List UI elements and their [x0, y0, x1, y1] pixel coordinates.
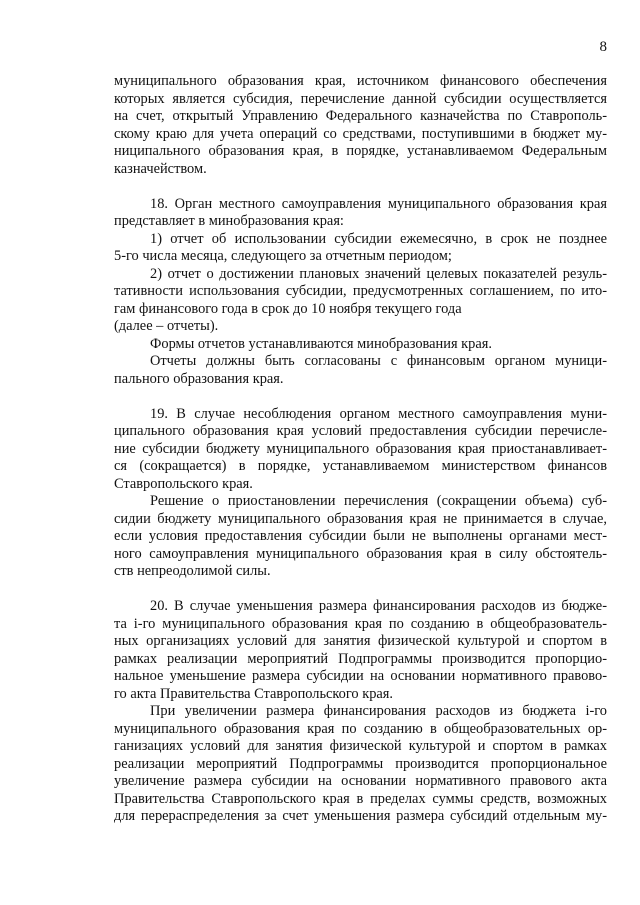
text-line: представляет в минобразования края:	[114, 213, 344, 229]
text-line: го акта Правительства Ставропольского края.	[114, 685, 393, 702]
text-line: ганизациях условий для занятия физической культурой и спортом в рамках	[114, 738, 607, 754]
text-line: Ставропольского края.	[114, 475, 253, 492]
text-line: муниципального образования края, источником финансового обеспечения	[114, 73, 607, 89]
paragraph-intro	[114, 73, 607, 178]
text-line: Формы отчетов устанавливаются минобразования края.	[150, 335, 492, 352]
text-line: муниципального образования края по созданию в общеобразовательных ор-	[114, 720, 607, 737]
text-line: пального образования края.	[114, 370, 284, 387]
text-line: нальное уменьшение размера субсидии на основании нормативного правово-	[114, 668, 607, 684]
document-body	[114, 73, 607, 826]
text-line: гам финансового года в срок до 10 ноября текущего года	[114, 300, 462, 317]
section-19-heading-line: 19. В случае несоблюдения органом местного самоуправления муни-	[150, 405, 607, 422]
text-line: При увеличении размера финансирования расходов из бюджета i-го	[150, 703, 607, 719]
text-line: для перераспределения за счет уменьшения размера субсидий отдельным му-	[114, 808, 607, 824]
text-line: если условия предоставления субсидии были не выполнены органами мест-	[114, 528, 607, 544]
text-line: на счет, открытый Управлению Федерального казначейства по Ставрополь-	[114, 108, 607, 124]
page-number: 8	[599, 39, 607, 55]
text-line: тативности использования субсидии, предусмотренных соглашением, по ито-	[114, 283, 607, 299]
text-line: ных организациях условий для занятия физической культурой и спортом в	[114, 633, 607, 649]
text-line: рамках реализации мероприятий Подпрограммы производится пропорцио-	[114, 650, 607, 667]
text-line: сидии бюджету муниципального образования края не принимается в случае,	[114, 510, 607, 527]
text-line: ного самоуправления муниципального образования края в силу обстоятель-	[114, 545, 607, 562]
text-line: увеличение размера субсидии на основании нормативного правового акта	[114, 773, 607, 789]
text-line: ся (сокращается) в порядке, устанавливаемом министерством финансов	[114, 458, 607, 474]
paragraph-20	[114, 598, 607, 826]
paragraph-18	[114, 196, 607, 389]
text-line: которых является субсидия, перечисление данной субсидии осуществляется	[114, 90, 607, 107]
text-line: ниципального образования края, в порядке, устанавливаемом Федеральным	[114, 143, 607, 159]
text-line: ципального образования края условий предоставления субсидии перечисле-	[114, 423, 607, 439]
paragraph-gap	[114, 581, 607, 599]
text-line: реализации мероприятий Подпрограммы производится пропорциональное	[114, 755, 607, 772]
text-line: казначейством.	[114, 160, 207, 177]
text-line: Правительства Ставропольского края в пределах суммы средств, возможных	[114, 790, 607, 807]
paragraph-gap	[114, 178, 607, 196]
paragraph-19	[114, 406, 607, 581]
section-20-heading-line: 20. В случае уменьшения размера финансирования расходов из бюдже-	[150, 598, 607, 614]
section-18-heading-line: 18. Орган местного самоуправления муниципального образования края	[150, 195, 607, 212]
text-line: ств непреодолимой силы.	[114, 563, 271, 579]
list-item-2: 2) отчет о достижении плановых значений целевых показателей резуль-	[150, 265, 607, 282]
text-line: Решение о приостановлении перечисления (сокращении объема) суб-	[150, 493, 607, 509]
text-line: Отчеты должны быть согласованы с финансовым органом муници-	[150, 353, 607, 369]
text-line: та i-го муниципального образования края по созданию в общеобразователь-	[114, 615, 607, 632]
text-line: (далее – отчеты).	[114, 318, 219, 334]
paragraph-gap	[114, 388, 607, 406]
text-line: скому краю для учета операций со средствами, поступившими в бюджет му-	[114, 125, 607, 142]
list-item-1: 1) отчет об использовании субсидии ежемесячно, в срок не позднее	[150, 230, 607, 247]
text-line: 5-го числа месяца, следующего за отчетным периодом;	[114, 248, 452, 264]
text-line: ние субсидии бюджету муниципального образования края приостанавливает-	[114, 440, 607, 457]
